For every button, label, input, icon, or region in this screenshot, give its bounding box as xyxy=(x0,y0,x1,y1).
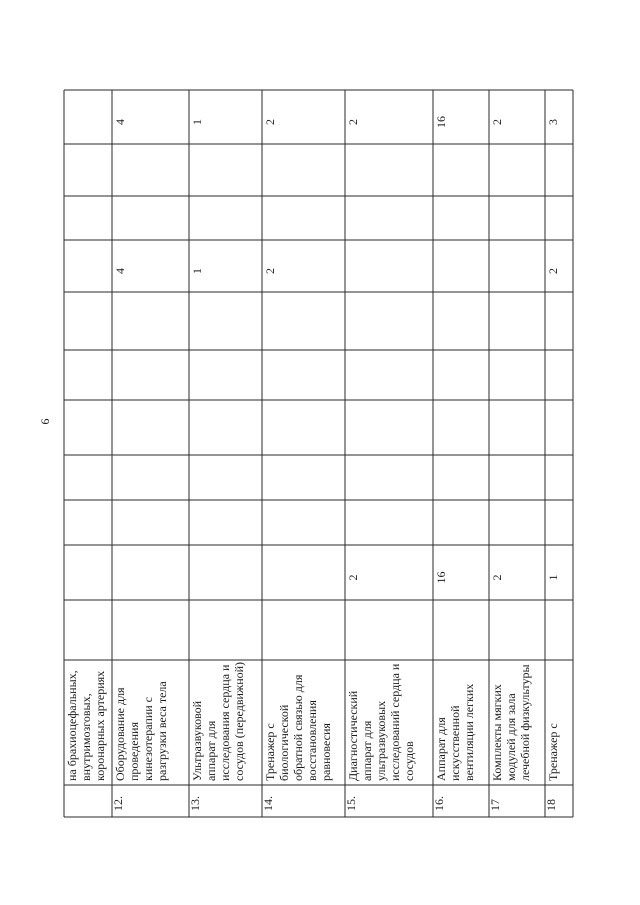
item-name-line: исследования сердца и xyxy=(218,664,232,781)
quantity-value: 2 xyxy=(490,574,504,581)
quantity-value: 2 xyxy=(346,574,360,581)
item-name-line: внутримозговых, xyxy=(79,693,93,781)
total-value: 2 xyxy=(346,119,360,125)
item-name-line: Аппарат для xyxy=(434,717,448,781)
quantity-value: 1 xyxy=(546,574,560,581)
quantity-value: 1 xyxy=(190,268,204,274)
row-number: 12. xyxy=(111,796,125,811)
item-name-line: Комплекты мягких xyxy=(490,684,504,781)
quantity-value: 2 xyxy=(546,268,560,274)
total-value: 4 xyxy=(113,119,127,125)
item-name-line: Тренажер с xyxy=(263,723,277,781)
row-number: 17 xyxy=(488,799,502,811)
item-name-line: вентиляции легких xyxy=(462,683,476,781)
item-name-line: коронарных артериях xyxy=(93,670,107,781)
total-value: 3 xyxy=(546,119,560,125)
item-name-line: модулей для зала xyxy=(504,693,518,781)
total-value: 2 xyxy=(263,119,277,125)
item-name-line: аппарат для xyxy=(204,720,218,781)
quantity-value: 4 xyxy=(113,268,127,274)
quantity-value: 16 xyxy=(434,571,448,584)
item-name-line: равновесия xyxy=(319,723,333,781)
item-name-line: лечебной физкультуры xyxy=(518,664,532,781)
item-name-line: искусственной xyxy=(448,705,462,781)
item-name-line: биологической xyxy=(277,704,291,781)
page-number: 9 xyxy=(38,418,53,425)
row-number: 13. xyxy=(188,796,202,811)
quantity-value: 2 xyxy=(263,268,277,274)
item-name-line: кинезотерапии с xyxy=(141,697,155,781)
total-value: 1 xyxy=(190,119,204,125)
item-name-line: Ультразвуковой xyxy=(190,700,204,781)
item-name-line: сосудов xyxy=(402,741,416,781)
item-name-line: обратной связью для xyxy=(291,674,305,781)
row-number: 15. xyxy=(344,796,358,811)
item-name-line: исследований сердца и xyxy=(388,663,402,781)
row-number: 14. xyxy=(261,796,275,811)
item-name-line: на брахиоцефальных, xyxy=(65,670,79,781)
item-name-line: Диагностический xyxy=(346,690,360,781)
item-name-line: ультразвуковых xyxy=(374,700,388,781)
total-value: 2 xyxy=(490,119,504,125)
item-name-line: Тренажер с xyxy=(546,723,560,781)
item-name-line: аппарат для xyxy=(360,720,374,781)
row-number: 18 xyxy=(544,799,558,811)
item-name-line: проведения xyxy=(127,722,141,781)
item-name-line: сосудов (передвижной) xyxy=(232,661,246,781)
total-value: 16 xyxy=(434,116,448,128)
row-number: 16. xyxy=(432,796,446,811)
item-name-line: разгрузки веса тела xyxy=(155,681,169,781)
item-name-line: восстановления xyxy=(305,700,319,781)
item-name-line: Оборудование для xyxy=(113,687,127,781)
